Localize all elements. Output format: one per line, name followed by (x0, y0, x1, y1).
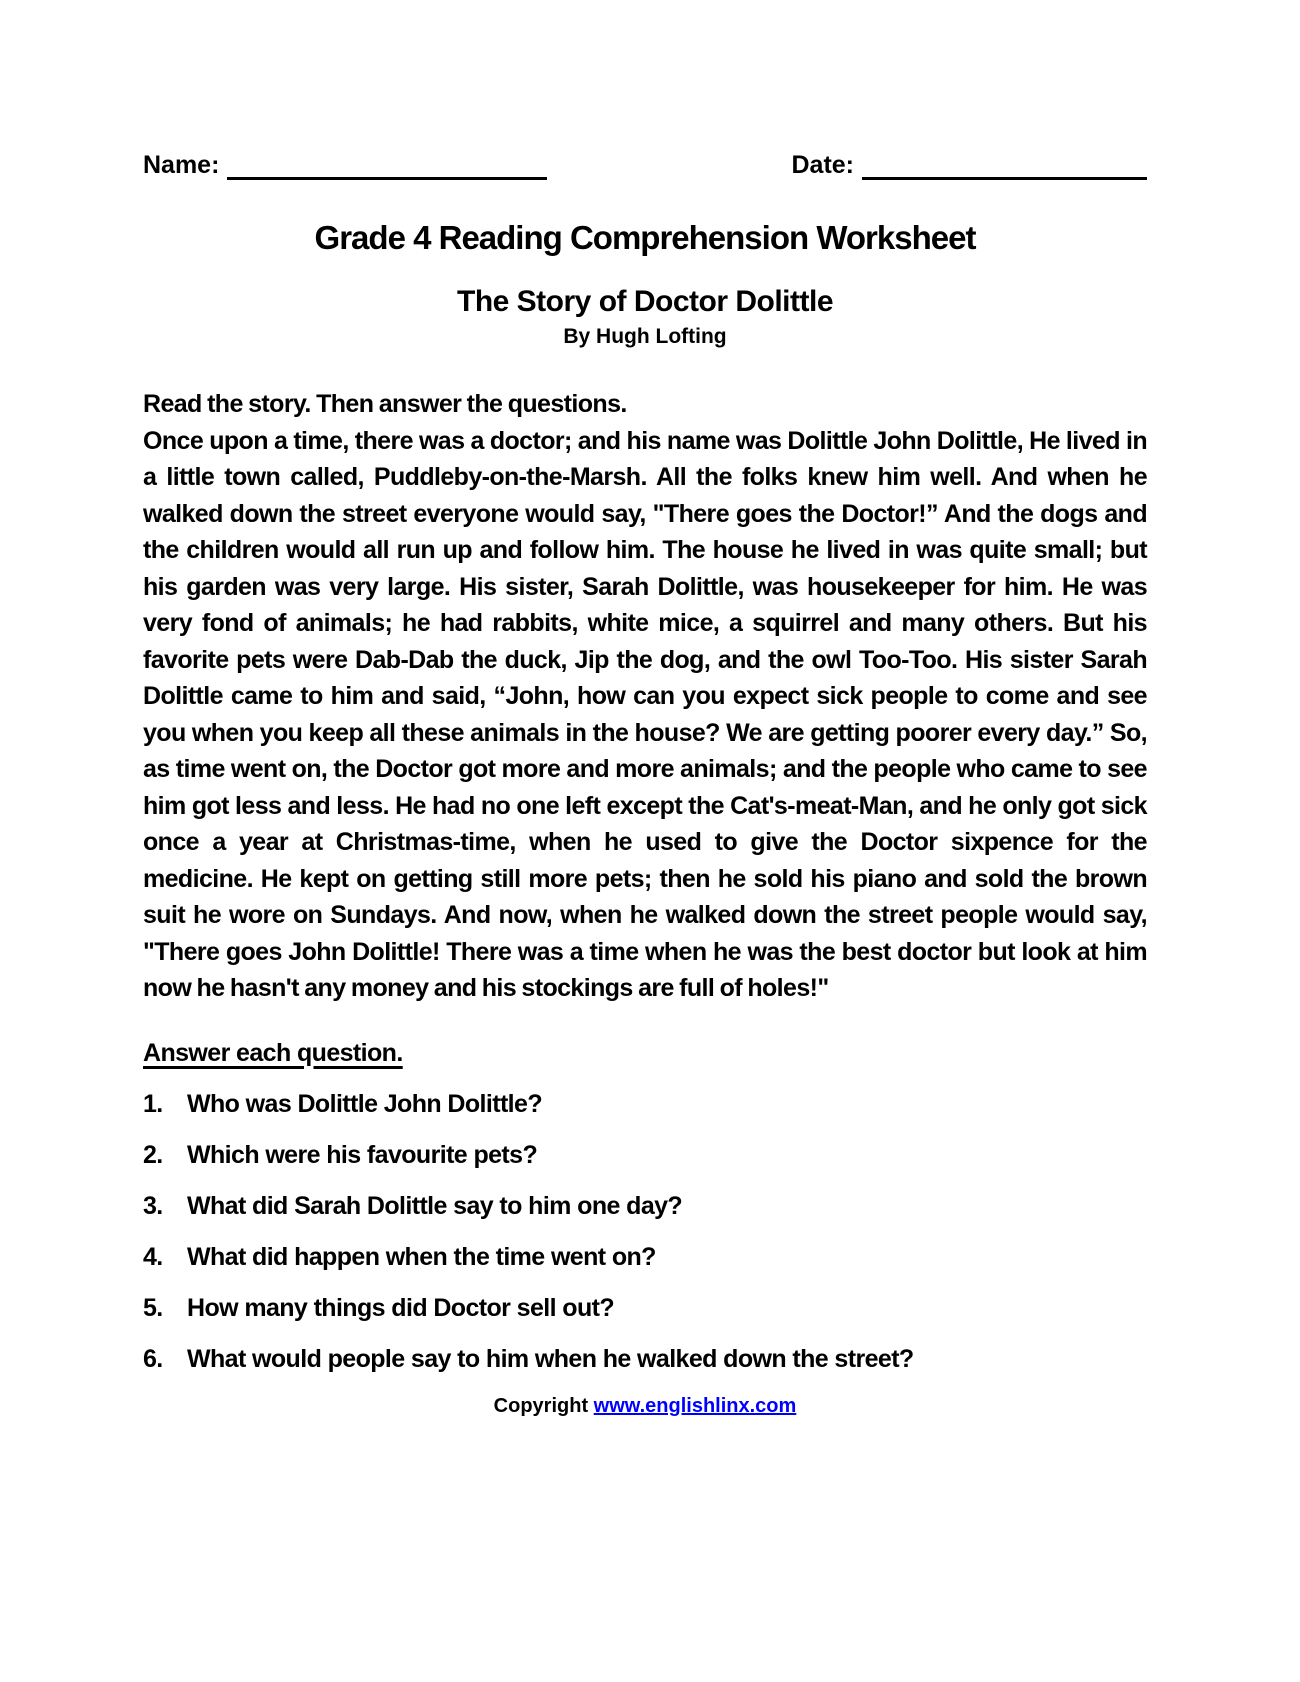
englishlinx-link[interactable]: www.englishlinx.com (593, 1394, 797, 1417)
worksheet-title: Grade 4 Reading Comprehension Worksheet (314, 219, 976, 256)
question-text: What did Sarah Dolittle say to him one day? (187, 1191, 683, 1220)
question-text: Which were his favourite pets? (187, 1140, 538, 1169)
question-row (143, 1188, 1147, 1224)
question-row (143, 1290, 1147, 1326)
question-row (143, 1341, 1147, 1377)
question-text: How many things did Doctor sell out? (187, 1293, 615, 1322)
date-field (791, 150, 1147, 180)
date-blank-line[interactable] (862, 154, 1147, 180)
question-number: 1. (143, 1089, 163, 1118)
answer-heading: Answer each question. (143, 1038, 403, 1067)
question-text: Who was Dolittle John Dolittle? (187, 1089, 542, 1118)
story-paragraph: Once upon a time, there was a doctor; and his name was Dolittle John Dolittle, He lived in a little town called, Puddleby-on-the-Marsh. All the folks knew him well. And when he walked down the street everyone would say, "There goes the Doctor!” And the dogs and the children would all run up and follow him. The house he lived in was quite small; but his garden was very large. His sister, Sarah Dolittle, was housekeeper for him. He was very fond of animals; he had rabbits, white mice, a squirrel and many others. But his favorite pets were Dab-Dab the duck, Jip the dog, and the owl Too-Too. His sister Sarah Dolittle came to him and said, “John, how can you expect sick people to come and see you when you keep all these animals in the house? We are getting poorer every day.” So, as time went on, the Doctor got more and more animals; and the people who came to see him got less and less. He had no one left except the Cat's-meat-Man, and he only got sick once a year at Christmas-time, when he used to give the Doctor sixpence for the medicine. He kept on getting still more pets; then he sold his piano and sold the brown suit he wore on Sundays. And now, when he walked down the street people would say, "There goes John Dolittle! There was a time when he was the best doctor but look at him now he hasn't any money and his stockings are full of holes!" (143, 426, 1147, 1002)
story-byline: By Hugh Lofting (563, 325, 727, 348)
date-label: Date: (791, 151, 854, 179)
question-text: What would people say to him when he walked down the street? (187, 1344, 914, 1373)
question-row (143, 1086, 1147, 1122)
question-row (143, 1239, 1147, 1275)
copyright-line (143, 1393, 1147, 1419)
question-number: 4. (143, 1242, 163, 1271)
instruction-line: Read the story. Then answer the questions. (143, 390, 627, 418)
story-title: The Story of Doctor Dolittle (457, 285, 833, 318)
question-list (143, 1086, 1147, 1377)
question-number: 6. (143, 1344, 163, 1373)
name-field (143, 150, 547, 180)
question-text: What did happen when the time went on? (187, 1242, 656, 1271)
question-number: 5. (143, 1293, 163, 1322)
question-number: 3. (143, 1191, 163, 1220)
question-row (143, 1137, 1147, 1173)
name-blank-line[interactable] (227, 154, 547, 180)
question-number: 2. (143, 1140, 163, 1169)
name-date-row (143, 150, 1147, 180)
name-label: Name: (143, 151, 220, 179)
copyright-label: Copyright (493, 1394, 589, 1417)
